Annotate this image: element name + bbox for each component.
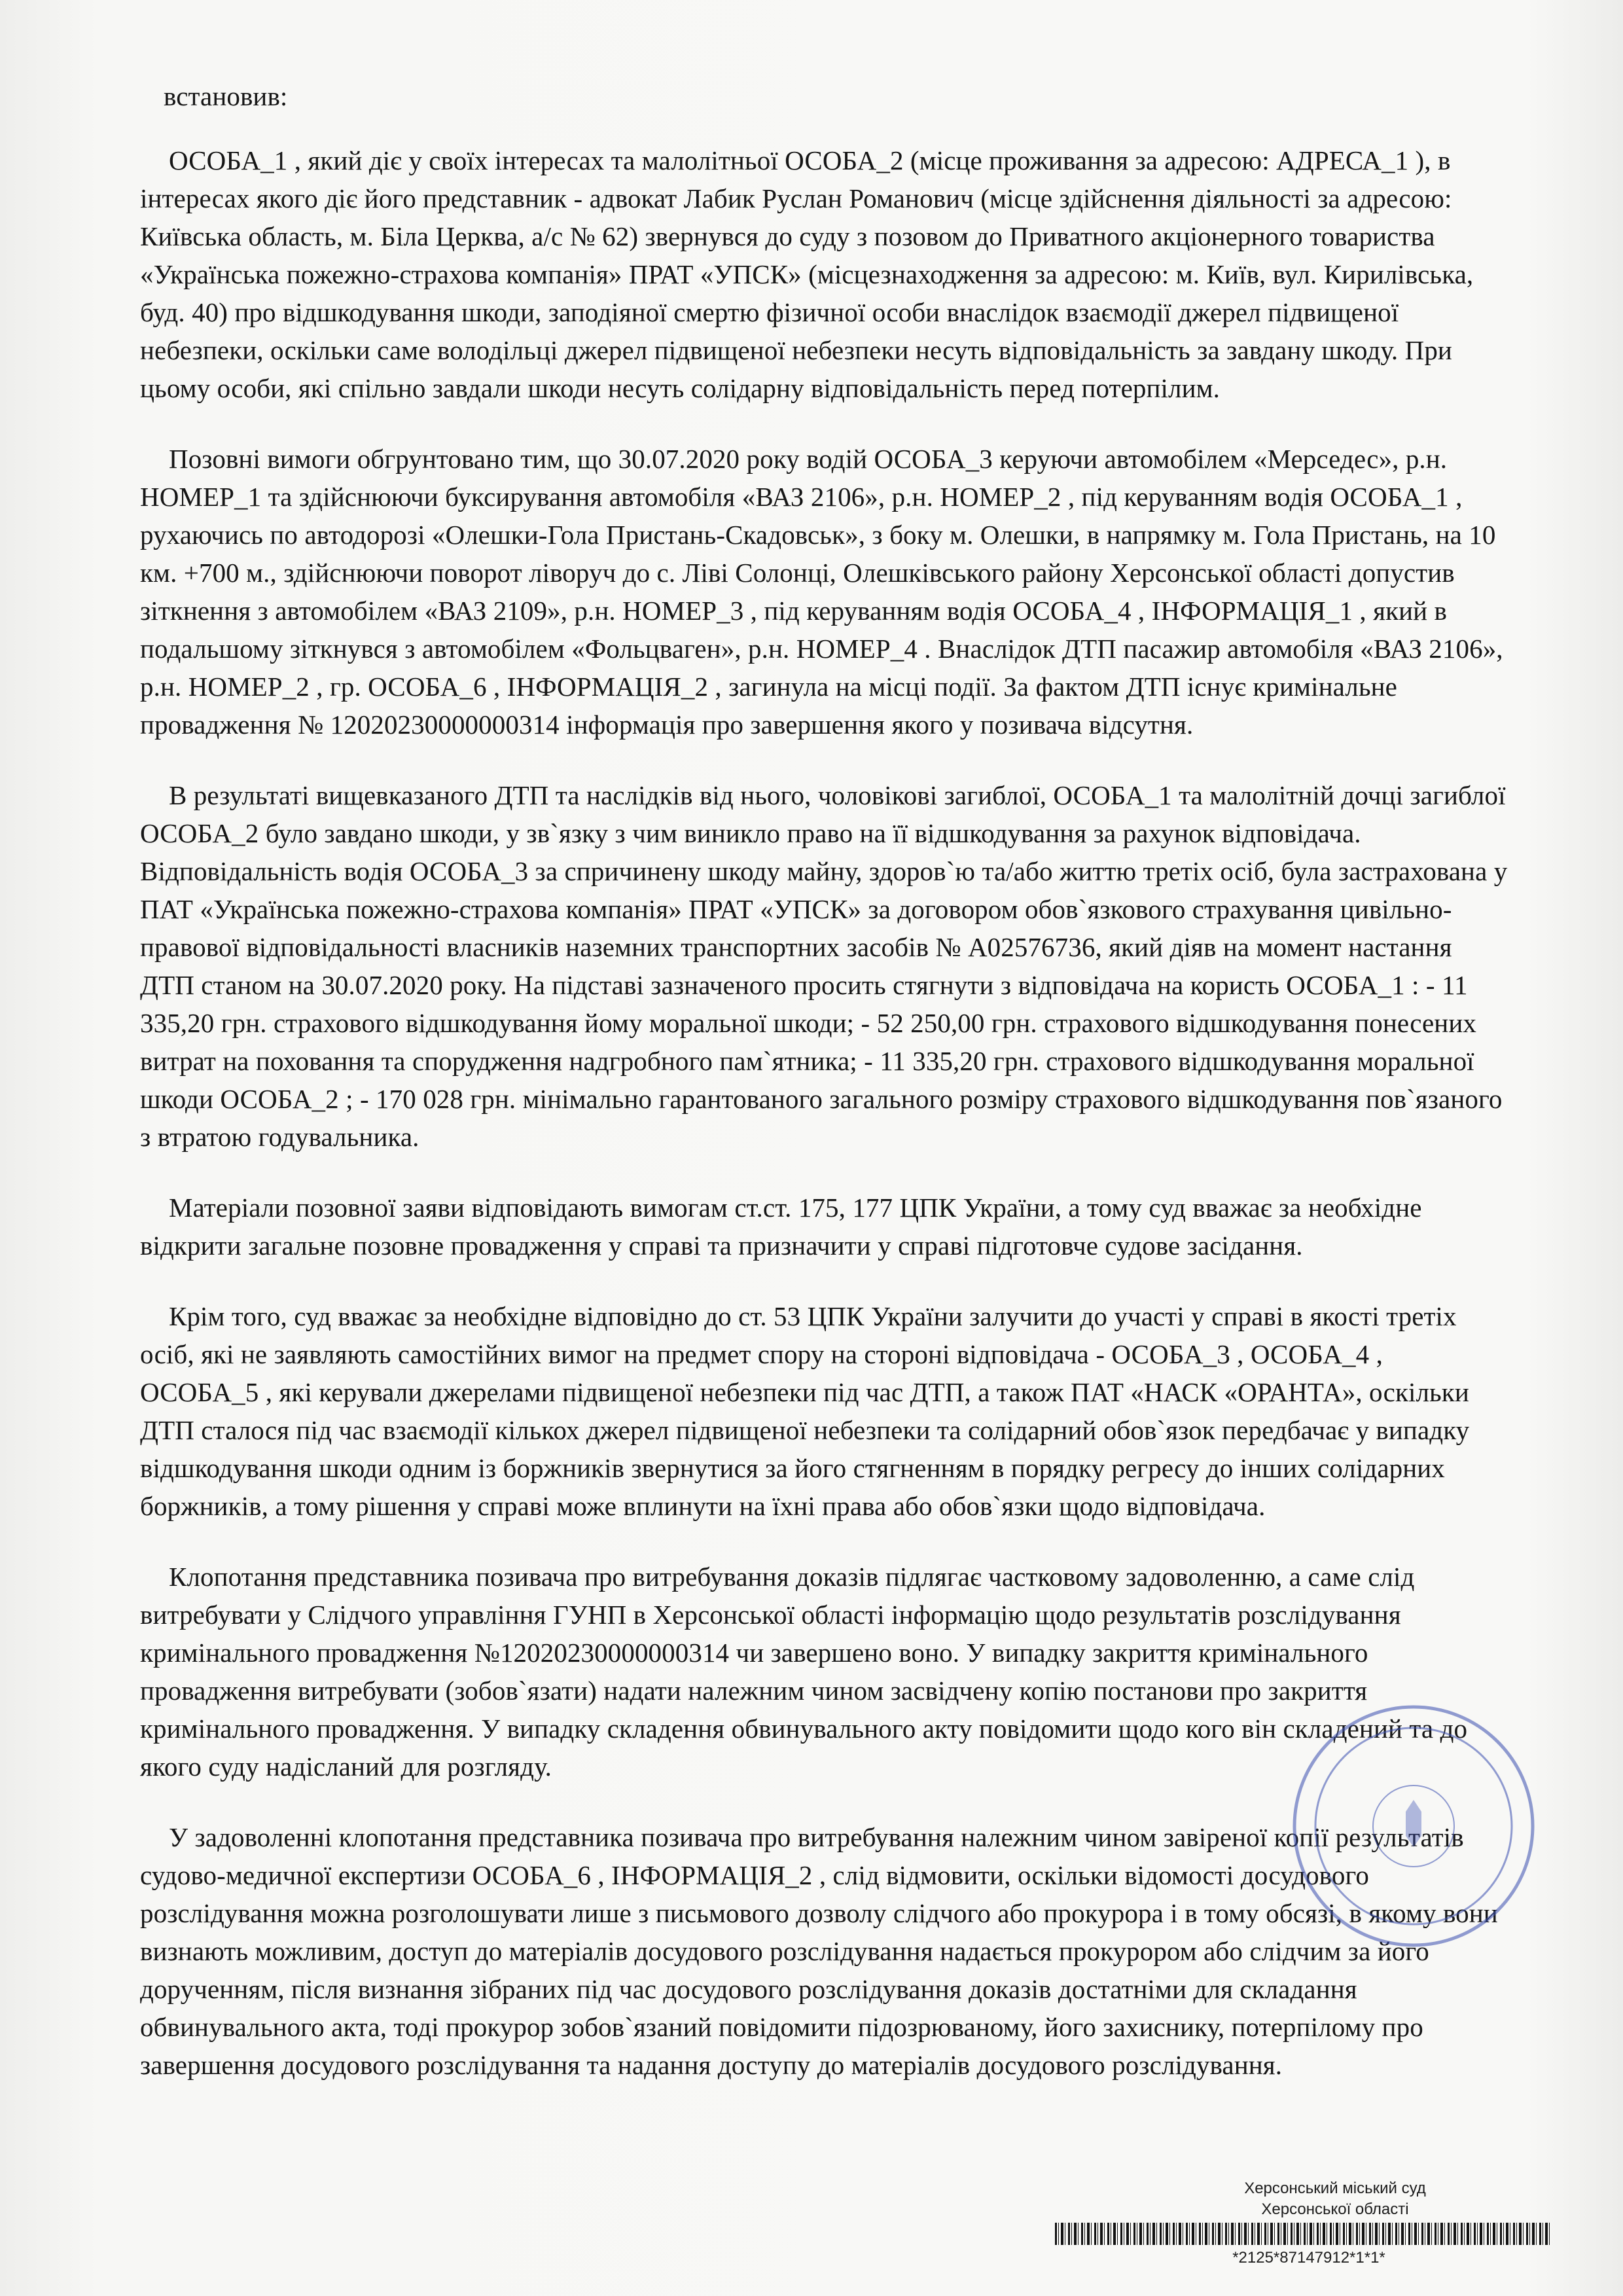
footer-court-name (1198, 2178, 1472, 2220)
paragraph-refusal: У задоволенні клопотання представника позивача про витребування належним чином завіреної копії результатів судово-медичної експертизи ОСОБА_6 , ІНФОРМАЦІЯ_2 , слід відмовити, оскільки відомості досудового розслідування можна розголошувати лише з письмового дозволу слідчого або прокурора і в тому обсязі, в якому вони визнають можливим, доступ до матеріалів досудового розслідування надається прокурором або слідчим за його дорученням, після визнання зібраних під час досудового розслідування доказів достатніми для складання обвинувального акта, тоді прокурор зобов`язаний повідомити підозрюваному, його захиснику, потерпілому про завершення досудового розслідування та надання доступу до матеріалів досудового розслідування. (140, 1822, 1498, 2080)
paragraph-claim: ОСОБА_1 , який діє у своїх інтересах та малолітньої ОСОБА_2 (місце проживання за адресою: АДРЕСА_1 ), в інтересах якого діє його представник - адвокат Лабик Руслан Романович (місце здійснення діяльності за адресою: Київська область, м. Біла Церква, а/с № 62) звернувся до суду з позовом до Приватного акціонерного товариства «Українська пожежно-страхова компанія» ПРАТ «УПСК» (місцезнаходження за адресою: м. Київ, вул. Кирилівська, буд. 40) про відшкодування шкоди, заподіяної смертю фізичної особи внаслідок взаємодії джерел підвищеної небезпеки, оскільки саме володільці джерел підвищеної небезпеки несуть відповідальність за завдану шкоду. При цьому особи, які спільно завдали шкоди несуть солідарну відповідальність перед потерпілим. (140, 145, 1474, 403)
heading-established: встановив: (164, 81, 288, 111)
footer-court-line1: Херсонський міський суд (1244, 2179, 1426, 2197)
paragraph-damages: В результаті вищевказаного ДТП та наслідків від нього, чоловікові загиблої, ОСОБА_1 та малолітній дочці загиблої ОСОБА_2 було завдано шкоди, у зв`язку з чим виникло право на її відшкодування за рахунок відповідача. Відповідальність водія ОСОБА_3 за спричинену шкоду майну, здоров`ю та/або життю третіх осіб, була застрахована у ПАТ «Українська пожежно-страхова компанія» ПРАТ «УПСК» за договором обов`язкового страхування цивільно-правової відповідальності власників наземних транспортних засобів № А02576736, який діяв на момент настання ДТП станом на 30.07.2020 року. На підставі зазначеного просить стягнути з відповідача на користь ОСОБА_1 : - 11 335,20 грн. страхового відшкодування йому моральної шкоди; - 52 250,00 грн. страхового відшкодування понесених витрат на поховання та спорудження надгробного пам`ятника; - 11 335,20 грн. страхового відшкодування моральної шкоди ОСОБА_2 ; - 170 028 грн. мінімально гарантованого загального розміру страхового відшкодування пов`язаного з втратою годувальника. (140, 780, 1508, 1152)
paragraph-proceedings: Матеріали позовної заяви відповідають вимогам ст.ст. 175, 177 ЦПК України, а тому суд вважає за необхідне відкрити загальне позовне провадження у справі та призначити у справі підготовче судове засідання. (140, 1193, 1422, 1261)
court-stamp (1289, 1702, 1538, 1950)
paragraph-third-parties: Крім того, суд вважає за необхідне відповідно до ст. 53 ЦПК України залучити до участі у справі в якості третіх осіб, які не заявляють самостійних вимог на предмет спору на стороні відповідача - ОСОБА_3 , ОСОБА_4 , ОСОБА_5 , які керували джерелами підвищеної небезпеки під час ДТП, а також ПАТ «НАСК «ОРАНТА», оскільки ДТП сталося під час взаємодії кількох джерел підвищеної небезпеки та солідарний обов`язок передбачає у випадку відшкодування шкоди одним із боржників звернутися за його стягненням в порядку регресу до інших солідарних боржників, а тому рішення у справі може вплинути на їхні права або обов`язки щодо відповідача. (140, 1301, 1470, 1521)
paragraph-grounds: Позовні вимоги обгрунтовано тим, що 30.07.2020 року водій ОСОБА_3 керуючи автомобілем «Мерседес», р.н. НОМЕР_1 та здійснюючи буксирування автомобіля «ВАЗ 2106», р.н. НОМЕР_2 , під керуванням водія ОСОБА_1 , рухаючись по автодорозі «Олешки-Гола Пристань-Скадовськ», з боку м. Олешки, в напрямку м. Гола Пристань, на 10 км. +700 м., здійснюючи поворот ліворуч до с. Ліві Солонці, Олешківського району Херсонської області допустив зіткнення з автомобілем «ВАЗ 2109», р.н. НОМЕР_3 , під керуванням водія ОСОБА_4 , ІНФОРМАЦІЯ_1 , який в подальшому зіткнувся з автомобілем «Фольцваген», р.н. НОМЕР_4 . Внаслідок ДТП пасажир автомобіля «ВАЗ 2106», р.н. НОМЕР_2 , гр. ОСОБА_6 , ІНФОРМАЦІЯ_2 , загинула на місці події. За фактом ДТП існує кримінальне провадження № 12020230000000314 інформація про завершення якого у позивача відсутня. (140, 444, 1503, 740)
barcode (1055, 2223, 1552, 2245)
footer-court-line2: Херсонської області (1261, 2200, 1409, 2218)
barcode-number: *2125*87147912*1*1* (1232, 2249, 1385, 2267)
paragraph-evidence-request: Клопотання представника позивача про витребування доказів підлягає частковому задоволенню, а саме слід витребувати у Слідчого управління ГУНП в Херсонської області інформацію щодо результатів розслідування кримінального провадження №12020230000000314 чи завершено воно. У випадку закриття кримінального провадження витребувати (зобов`язати) надати належним чином засвідчену копію постанови про закриття кримінального провадження. У випадку складення обвинувального акту повідомити щодо кого він складений та до якого суду надісланий для розгляду. (140, 1562, 1468, 1782)
